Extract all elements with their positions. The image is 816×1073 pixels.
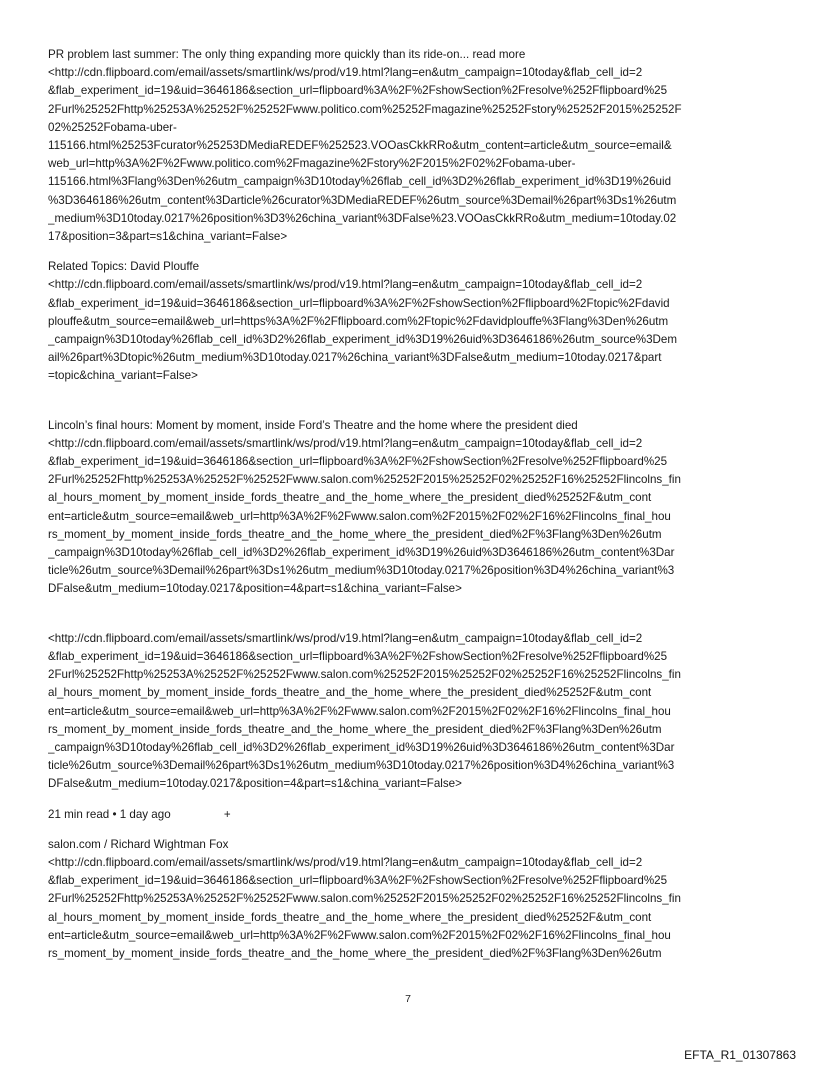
add-button[interactable]: + [223,807,231,821]
smartlink-url-line[interactable]: ent=article&utm_source=email&web_url=http%3A%2F%2Fwww.salon.com%2F2015%2F02%2F16%2Flincolns_final_hou [48,928,671,942]
smartlink-url-line[interactable]: &flab_experiment_id=19&uid=3646186&section_url=flipboard%3A%2F%2FshowSection%2Fresolve%252Fflipboard%25 [48,649,668,663]
related-topics-block [48,258,772,385]
smartlink-url-line[interactable]: rs_moment_by_moment_inside_fords_theatre_and_the_home_where_the_president_died%2F%3Flang%3Den%26utm [48,527,662,541]
topic-link-line[interactable]: <http://cdn.flipboard.com/email/assets/smartlink/ws/prod/v19.html?lang=en&utm_campaign=10today&flab_cell_id=2 [48,278,643,292]
smartlink-url-line[interactable]: al_hours_moment_by_moment_inside_fords_theatre_and_the_home_where_the_president_died%25252F&utm_cont [48,910,652,924]
smartlink-url-line[interactable]: <http://cdn.flipboard.com/email/assets/smartlink/ws/prod/v19.html?lang=en&utm_campaign=10today&flab_cell_id=2 [48,631,643,645]
smartlink-url-line[interactable]: ticle%26utm_source%3Demail%26part%3Ds1%26utm_medium%3D10today.0217%26position%3D4%26china_variant%3 [48,564,675,578]
article-block-lincoln [48,417,772,599]
topic-link-line[interactable]: =topic&china_variant=False> [48,369,198,383]
smartlink-url-line[interactable]: ent=article&utm_source=email&web_url=http%3A%2F%2Fwww.salon.com%2F2015%2F02%2F16%2Flincolns_final_hou [48,509,671,523]
smartlink-url-line[interactable]: rs_moment_by_moment_inside_fords_theatre_and_the_home_where_the_president_died%2F%3Flang%3Den%26utm [48,946,662,960]
spacer [48,794,772,806]
document-body [48,46,772,963]
smartlink-url-line[interactable]: web_url=http%3A%2F%2Fwww.politico.com%2Fmagazine%2Fstory%2F2015%2F02%2Fobama-uber- [48,157,576,171]
read-time: 21 min read • 1 day ago [48,807,171,821]
smartlink-url-line[interactable]: 2Furl%25252Fhttp%25253A%25252F%25252Fwww.salon.com%25252F2015%25252F02%25252F16%25252Flincolns_fin [48,892,681,906]
article-meta-row [48,806,772,824]
article-block-politico [48,46,772,246]
smartlink-url-line[interactable]: &flab_experiment_id=19&uid=3646186&section_url=flipboard%3A%2F%2FshowSection%2Fresolve%252Fflipboard%25 [48,455,668,469]
smartlink-url-line[interactable]: 2Furl%25252Fhttp%25253A%25252F%25252Fwww.politico.com%25252Fmagazine%25252Fstory%25252F2015%25252F [48,102,682,116]
smartlink-url-line[interactable]: <http://cdn.flipboard.com/email/assets/smartlink/ws/prod/v19.html?lang=en&utm_campaign=10today&flab_cell_id=2 [48,66,643,80]
source-block [48,836,772,963]
source-attribution: salon.com / Richard Wightman Fox [48,837,229,851]
smartlink-url-line[interactable]: &flab_experiment_id=19&uid=3646186&section_url=flipboard%3A%2F%2FshowSection%2Fresolve%252Fflipboard%25 [48,84,668,98]
spacer [48,599,772,630]
smartlink-url-line[interactable]: 2Furl%25252Fhttp%25253A%25252F%25252Fwww.salon.com%25252F2015%25252F02%25252F16%25252Flincolns_fin [48,668,681,682]
smartlink-url-line[interactable]: 115166.html%3Flang%3Den%26utm_campaign%3D10today%26flab_cell_id%3D2%26flab_experiment_id%3D19%26uid [48,175,672,189]
smartlink-url-line[interactable]: %3D3646186%26utm_content%3Darticle%26curator%3DMediaREDEF%26utm_source%3Demail%26part%3Ds1%26utm [48,193,677,207]
spacer [48,386,772,417]
smartlink-url-line[interactable]: 2Furl%25252Fhttp%25253A%25252F%25252Fwww.salon.com%25252F2015%25252F02%25252F16%25252Flincolns_fin [48,473,681,487]
article-headline: Lincoln’s final hours: Moment by moment, inside Ford’s Theatre and the home where the president died [48,418,578,432]
smartlink-url-line[interactable]: 17&position=3&part=s1&china_variant=False> [48,230,288,244]
smartlink-url-line[interactable]: 115166.html%25253Fcurator%25253DMediaREDEF%252523.VOOasCkkRRo&utm_content=article&utm_source=email& [48,139,672,153]
smartlink-url-line[interactable]: _campaign%3D10today%26flab_cell_id%3D2%26flab_experiment_id%3D19%26uid%3D3646186%26utm_content%3Dar [48,740,675,754]
smartlink-url-line[interactable]: al_hours_moment_by_moment_inside_fords_theatre_and_the_home_where_the_president_died%25252F&utm_cont [48,491,652,505]
image-link-block [48,630,772,794]
bates-number: EFTA_R1_01307863 [684,1048,796,1062]
smartlink-url-line[interactable]: al_hours_moment_by_moment_inside_fords_theatre_and_the_home_where_the_president_died%25252F&utm_cont [48,686,652,700]
spacer [48,824,772,836]
smartlink-url-line[interactable]: <http://cdn.flipboard.com/email/assets/smartlink/ws/prod/v19.html?lang=en&utm_campaign=10today&flab_cell_id=2 [48,436,643,450]
topic-link-line[interactable]: &flab_experiment_id=19&uid=3646186&section_url=flipboard%3A%2F%2FshowSection%2Fflipboard%2Ftopic%2Fdavid [48,296,670,310]
smartlink-url-line[interactable]: &flab_experiment_id=19&uid=3646186&section_url=flipboard%3A%2F%2FshowSection%2Fresolve%252Fflipboard%25 [48,874,668,888]
smartlink-url-line[interactable]: _medium%3D10today.0217%26position%3D3%26china_variant%3DFalse%23.VOOasCkkRRo&utm_medium=10today.02 [48,211,677,225]
smartlink-url-line[interactable]: DFalse&utm_medium=10today.0217&position=4&part=s1&china_variant=False> [48,582,462,596]
smartlink-url-line[interactable]: DFalse&utm_medium=10today.0217&position=4&part=s1&china_variant=False> [48,777,462,791]
topic-link-line[interactable]: ail%26part%3Dtopic%26utm_medium%3D10today.0217%26china_variant%3DFalse&utm_medium=10today.0217&part [48,351,662,365]
spacer [48,246,772,258]
page-number: 7 [405,993,411,1005]
topic-link-line[interactable]: _campaign%3D10today%26flab_cell_id%3D2%26flab_experiment_id%3D19%26uid%3D3646186%26utm_source%3Dem [48,333,678,347]
smartlink-url-line[interactable]: rs_moment_by_moment_inside_fords_theatre_and_the_home_where_the_president_died%2F%3Flang%3Den%26utm [48,722,662,736]
smartlink-url-line[interactable]: ticle%26utm_source%3Demail%26part%3Ds1%26utm_medium%3D10today.0217%26position%3D4%26china_variant%3 [48,759,675,773]
smartlink-url-line[interactable]: _campaign%3D10today%26flab_cell_id%3D2%26flab_experiment_id%3D19%26uid%3D3646186%26utm_content%3Dar [48,546,675,560]
smartlink-url-line[interactable]: <http://cdn.flipboard.com/email/assets/smartlink/ws/prod/v19.html?lang=en&utm_campaign=10today&flab_cell_id=2 [48,855,643,869]
topic-link-line[interactable]: plouffe&utm_source=email&web_url=https%3A%2F%2Fflipboard.com%2Ftopic%2Fdavidplouffe%3Flang%3Den%26utm [48,314,669,328]
smartlink-url-line[interactable]: 02%25252Fobama-uber- [48,120,177,134]
article-teaser: PR problem last summer: The only thing expanding more quickly than its ride-on... read more [48,48,526,61]
related-topics-label: Related Topics: David Plouffe [48,260,200,274]
smartlink-url-line[interactable]: ent=article&utm_source=email&web_url=http%3A%2F%2Fwww.salon.com%2F2015%2F02%2F16%2Flincolns_final_hou [48,704,671,718]
